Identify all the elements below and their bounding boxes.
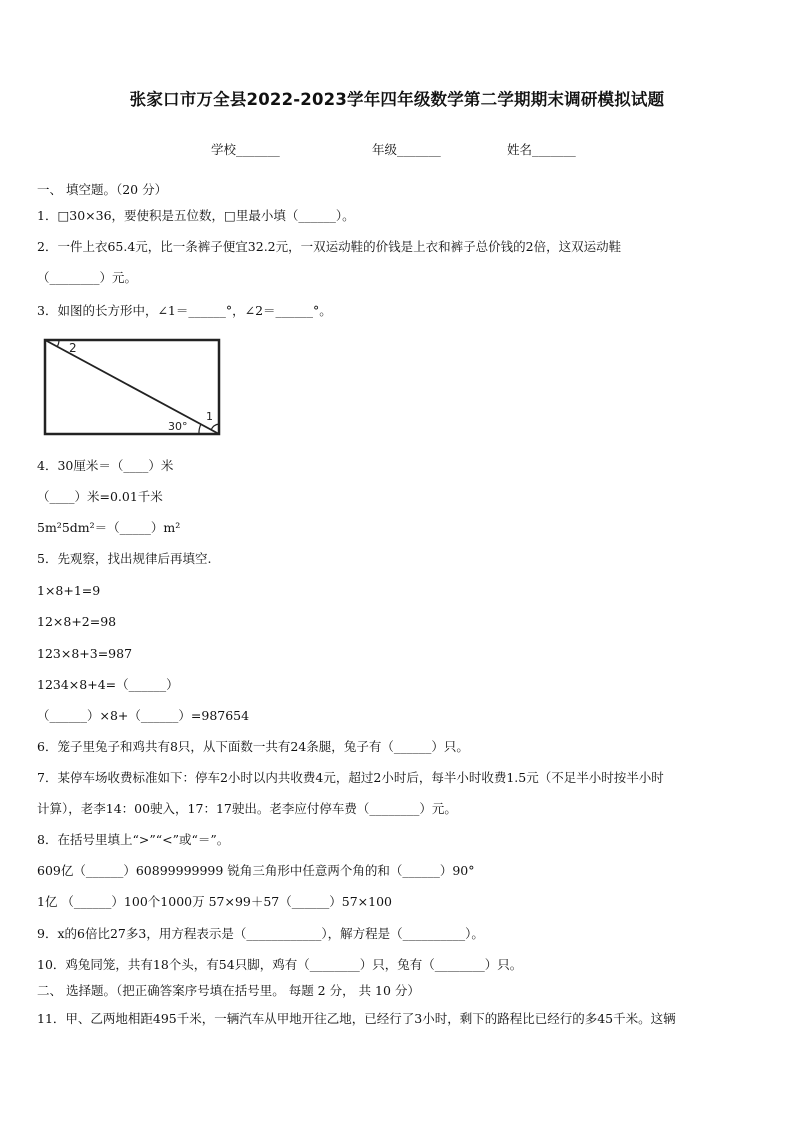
school-field: 学校_______ xyxy=(211,142,280,157)
question-5-pattern-1: 1×8+1=9 xyxy=(37,583,101,598)
question-7: 7．某停车场收费标准如下：停车2小时以内共收费4元，超过2小时后，每半小时收费1.5元（不足半小时按半小时 xyxy=(37,770,664,785)
question-2-answer: （________）元。 xyxy=(37,270,138,285)
question-5-pattern-2: 12×8+2=98 xyxy=(37,614,117,629)
grade-field: 年级_______ xyxy=(372,142,441,157)
name-field: 姓名_______ xyxy=(507,142,576,157)
section-fill-blank-heading: 一、 填空题。（20 分） xyxy=(37,182,168,197)
question-6: 6．笼子里兔子和鸡共有8只，从下面数一共有24条腿，兔子有（______）只。 xyxy=(37,739,469,754)
page-title: 张家口市万全县2022-2023学年四年级数学第二学期期末调研模拟试题 xyxy=(129,90,665,109)
question-8-row-2: 1亿 （______）100个1000万 57×99＋57（______）57×100 xyxy=(37,894,392,909)
section-choice-heading: 二、 选择题。（把正确答案序号填在括号里。 每题 2 分， 共 10 分） xyxy=(37,983,420,998)
question-9: 9．x的6倍比27多3，用方程表示是（____________），解方程是（__________）。 xyxy=(37,926,484,941)
angle-30-label: 30° xyxy=(168,420,188,433)
question-4-part-2: （____）米=0.01千米 xyxy=(37,489,163,504)
question-5-pattern-5: （______）×8+（______）=987654 xyxy=(37,708,250,723)
question-4-part-1: 4．30厘米＝（____）米 xyxy=(37,458,174,473)
question-3: 3．如图的长方形中，∠1＝______°，∠2＝______°。 xyxy=(37,303,332,318)
question-10: 10．鸡兔同笼，共有18个头，有54只脚，鸡有（________）只，兔有（________）只。 xyxy=(37,957,523,972)
angle-2-label: 2 xyxy=(69,341,77,355)
question-8: 8．在括号里填上“>”“<”或“＝”。 xyxy=(37,832,230,847)
angle-1-label: 1 xyxy=(206,410,213,423)
question-5: 5．先观察，找出规律后再填空. xyxy=(37,551,212,566)
question-7-continued: 计算），老李14：00驶入，17：17驶出。老李应付停车费（________）元。 xyxy=(37,801,457,816)
rectangle-diagram xyxy=(43,338,223,442)
question-2: 2．一件上衣65.4元，比一条裤子便宜32.2元，一双运动鞋的价钱是上衣和裤子总价钱的2倍，这双运动鞋 xyxy=(37,239,622,254)
question-11: 11．甲、乙两地相距495千米，一辆汽车从甲地开往乙地，已经行了3小时，剩下的路程比已经行的多45千米。这辆 xyxy=(37,1011,676,1026)
question-5-pattern-3: 123×8+3=987 xyxy=(37,646,133,661)
question-5-pattern-4: 1234×8+4=（______） xyxy=(37,677,179,692)
question-1: 1．□30×36，要使积是五位数，□里最小填（______）。 xyxy=(37,208,355,223)
question-8-row-1: 609亿（______）60899999999 锐角三角形中任意两个角的和（______）90° xyxy=(37,863,475,878)
question-4-part-3: 5m²5dm²＝（_____）m² xyxy=(37,520,181,535)
